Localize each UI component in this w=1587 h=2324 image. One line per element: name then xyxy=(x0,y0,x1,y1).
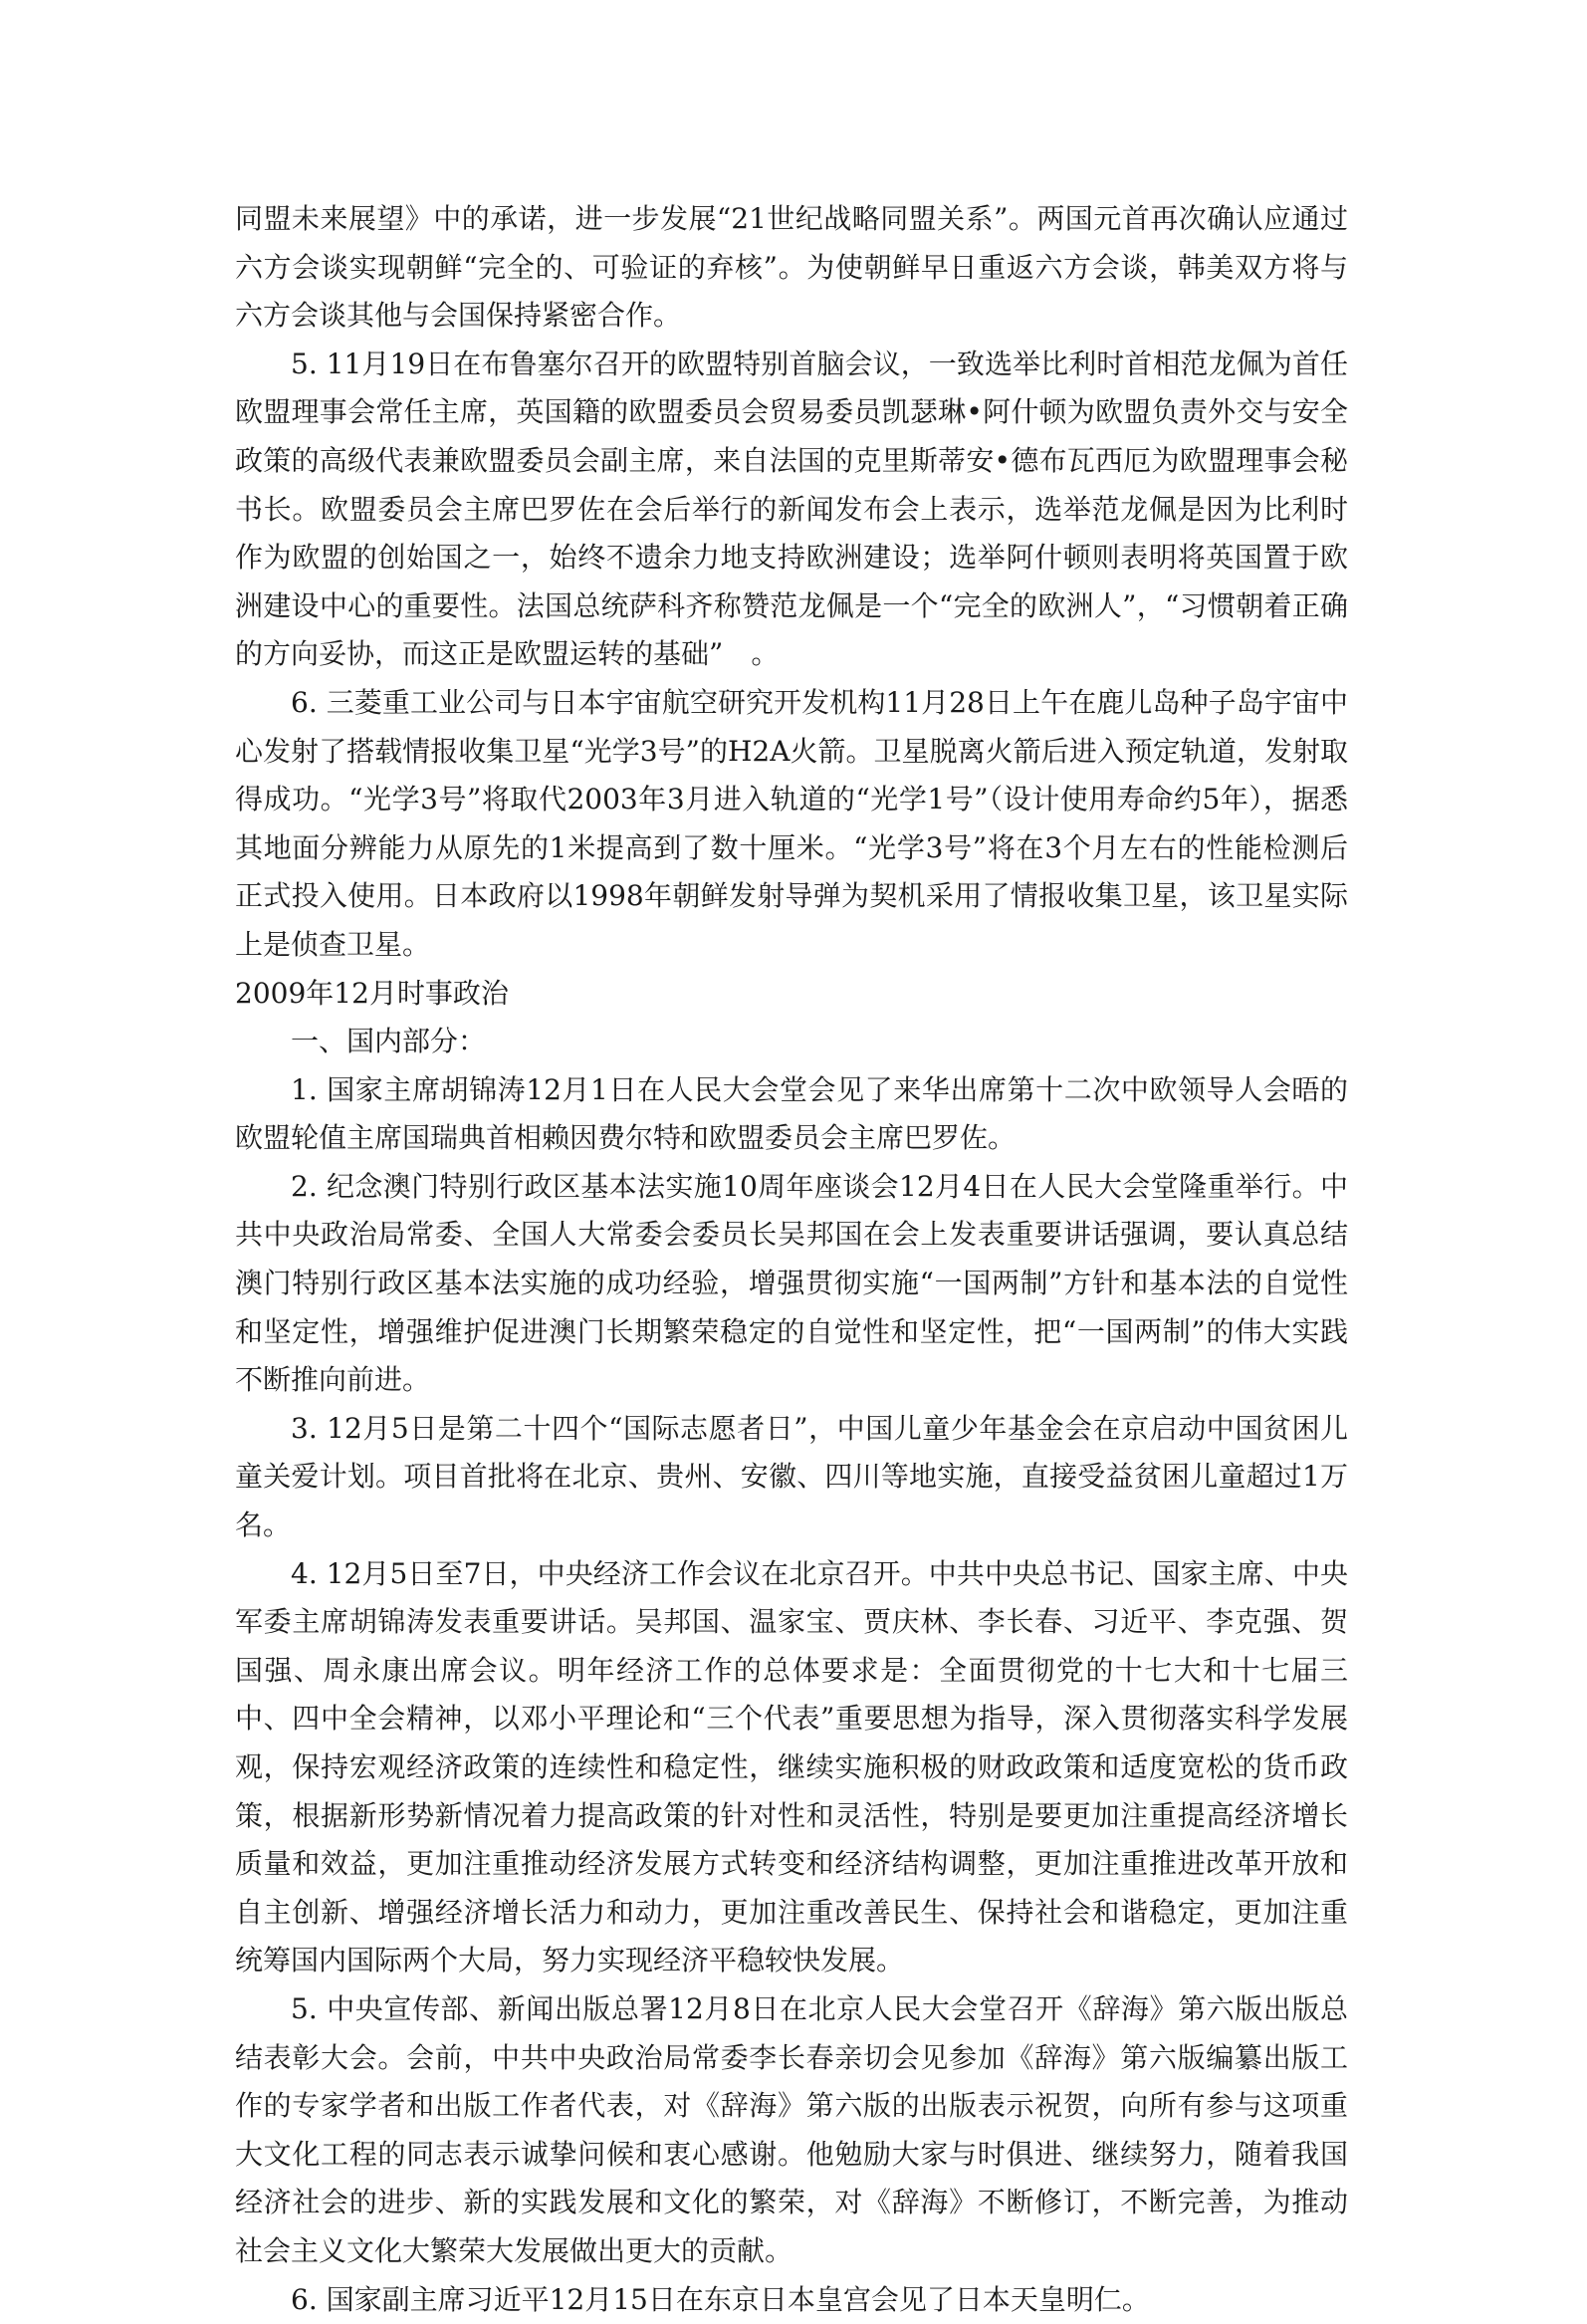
paragraph-xi-meets-emperor: 6. 国家副主席习近平12月15日在东京日本皇宫会见了日本天皇明仁。 xyxy=(291,2282,1150,2316)
paragraph-japan-satellite: 6. 三菱重工业公司与日本宇宙航空研究开发机构11月28日上午在鹿儿岛种子岛宇宙中心发射了搭载情报收集卫星“光学3号”的H2A火箭。卫星脱离火箭后进入预定轨道，发射取得成功。“光学3号”将取代2003年3月进入轨道的“光学1号”（设计使用寿命约5年），据悉其地面分辨能力从原先的1米提高到了数十厘米。“光学3号”将在3个月左右的性能检测后正式投入使用。日本政府以1998年朝鲜发射导弹为契机采用了情报收集卫星，该卫星实际上是侦查卫星。 xyxy=(235,685,1348,961)
paragraph-cihai-sixth-edition: 5. 中央宣传部、新闻出版总署12月8日在北京人民大会堂召开《辞海》第六版出版总结表彰大会。会前，中共中央政治局常委李长春亲切会见参加《辞海》第六版编纂出版工作的专家学者和出版工作者代表，对《辞海》第六版的出版表示祝贺，向所有参与这项重大文化工程的同志表示诚挚问候和衷心感谢。他勉励大家与时俱进、继续努力，随着我国经济社会的进步、新的实践发展和文化的繁荣，对《辞海》不断修订，不断完善，为推动社会主义文化大繁荣大发展做出更大的贡献。 xyxy=(235,1991,1348,2267)
subsection-heading-domestic: 一、国内部分： xyxy=(291,1025,487,1058)
paragraph-volunteer-day: 3. 12月5日是第二十四个“国际志愿者日”，中国儿童少年基金会在京启动中国贫困儿童关爱计划。项目首批将在北京、贵州、安徽、四川等地实施，直接受益贫困儿童超过1万名。 xyxy=(235,1411,1348,1542)
document-body xyxy=(235,195,1348,2324)
paragraph-economic-conference: 4. 12月5日至7日，中央经济工作会议在北京召开。中共中央总书记、国家主席、中央军委主席胡锦涛发表重要讲话。吴邦国、温家宝、贾庆林、李长春、习近平、李克强、贺国强、周永康出席会议。明年经济工作的总体要求是：全面贯彻党的十七大和十七届三中、四中全会精神，以邓小平理论和“三个代表”重要思想为指导，深入贯彻落实科学发展观，保持宏观经济政策的连续性和稳定性，继续实施积极的财政政策和适度宽松的货币政策，根据新形势新情况着力提高政策的针对性和灵活性，特别是要更加注重提高经济增长质量和效益，更加注重推动经济发展方式转变和经济结构调整，更加注重推进改革开放和自主创新、增强经济增长活力和动力，更加注重改善民生、保持社会和谐稳定，更加注重统筹国内国际两个大局，努力实现经济平稳较快发展。 xyxy=(235,1556,1348,1977)
section-heading-dec-2009: 2009年12月时事政治 xyxy=(235,976,509,1010)
paragraph-korea-us-alliance: 同盟未来展望》中的承诺，进一步发展“21世纪战略同盟关系”。两国元首再次确认应通过六方会谈实现朝鲜“完全的、可验证的弃核”。为使朝鲜早日重返六方会谈，韩美双方将与六方会谈其他与会国保持紧密合作。 xyxy=(235,202,1348,333)
paragraph-macau-basic-law: 2. 纪念澳门特别行政区基本法实施10周年座谈会12月4日在人民大会堂隆重举行。中共中央政治局常委、全国人大常委会委员长吴邦国在会上发表重要讲话强调，要认真总结澳门特别行政区基本法实施的成功经验，增强贯彻实施“一国两制”方针和基本法的自觉性和坚定性，增强维护促进澳门长期繁荣稳定的自觉性和坚定性，把“一国两制”的伟大实践不断推向前进。 xyxy=(235,1169,1348,1397)
paragraph-eu-summit: 5. 11月19日在布鲁塞尔召开的欧盟特别首脑会议，一致选举比利时首相范龙佩为首任欧盟理事会常任主席，英国籍的欧盟委员会贸易委员凯瑟琳•阿什顿为欧盟负责外交与安全政策的高级代表兼欧盟委员会副主席，来自法国的克里斯蒂安•德布瓦西厄为欧盟理事会秘书长。欧盟委员会主席巴罗佐在会后举行的新闻发布会上表示，选举范龙佩是因为比利时作为欧盟的创始国之一，始终不遗余力地支持欧洲建设；选举阿什顿则表明将英国置于欧洲建设中心的重要性。法国总统萨科齐称赞范龙佩是一个“完全的欧洲人”，“习惯朝着正确的方向妥协，而这正是欧盟运转的基础” 。 xyxy=(235,347,1348,671)
paragraph-hu-meets-eu: 1. 国家主席胡锦涛12月1日在人民大会堂会见了来华出席第十二次中欧领导人会晤的欧盟轮值主席国瑞典首相赖因费尔特和欧盟委员会主席巴罗佐。 xyxy=(235,1072,1348,1155)
